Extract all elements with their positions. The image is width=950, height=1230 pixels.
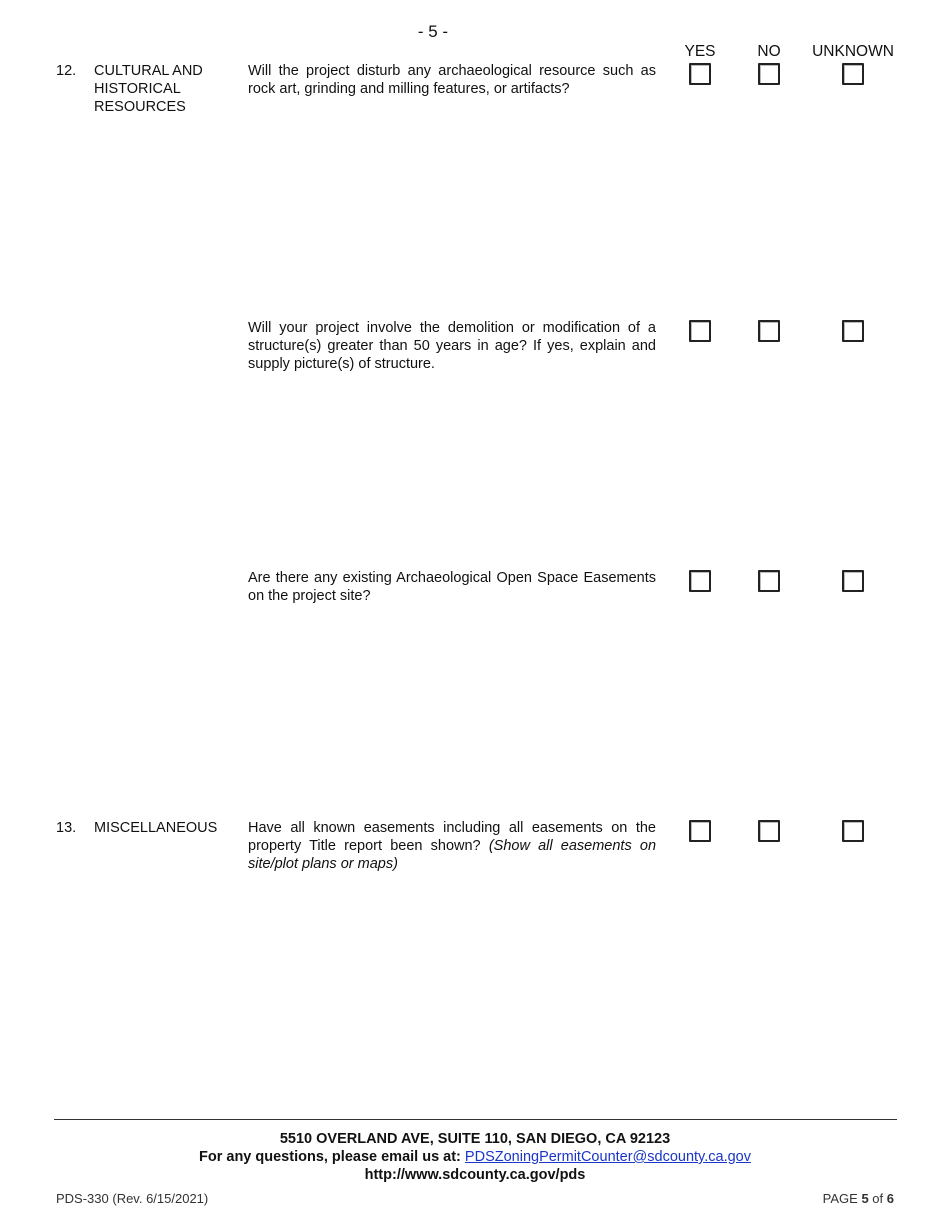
column-header-unknown: UNKNOWN: [812, 43, 894, 60]
page-total: 6: [886, 1191, 894, 1206]
section-title-line: CULTURAL AND: [94, 63, 203, 79]
page-of-word: of: [872, 1191, 884, 1206]
column-header-no: NO: [757, 43, 781, 60]
page-current: 5: [861, 1191, 869, 1206]
footer-email-link[interactable]: PDSZoningPermitCounter@sdcounty.ca.gov: [464, 1149, 751, 1165]
question-text: Have all known easements including all easements on the property Title report been shown?: [248, 820, 656, 854]
checkbox-no-structure-demolition[interactable]: [758, 320, 780, 342]
checkbox-unknown-structure-demolition[interactable]: [842, 320, 864, 342]
page-prefix: PAGE: [822, 1191, 858, 1206]
question-note: (Show all easements on site/plot plans or maps): [248, 838, 657, 872]
checkbox-yes-known-easements[interactable]: [689, 820, 711, 842]
page-number: - 5 -: [417, 22, 449, 41]
question-known-easements: [248, 819, 656, 873]
footer-contact-prefix: For any questions, please email us at:: [199, 1149, 461, 1165]
checkbox-no-known-easements[interactable]: [758, 820, 780, 842]
section-title-miscellaneous: MISCELLANEOUS: [94, 820, 218, 836]
checkbox-unknown-archaeological-resource[interactable]: [842, 63, 864, 85]
section-title-cultural: [94, 62, 234, 116]
footer-address: 5510 OVERLAND AVE, SUITE 110, SAN DIEGO, CA 92123: [279, 1131, 671, 1147]
checkbox-no-open-space-easements[interactable]: [758, 570, 780, 592]
checkbox-unknown-open-space-easements[interactable]: [842, 570, 864, 592]
checkbox-no-archaeological-resource[interactable]: [758, 63, 780, 85]
page-indicator: [823, 1191, 894, 1206]
question-structure-demolition: Will your project involve the demolition or modification of a structure(s) greater than 50 years in age? If yes, explain and supply picture(s) of structure.: [248, 320, 656, 372]
column-header-yes: YES: [684, 43, 716, 60]
question-archaeological-resource: Will the project disturb any archaeological resource such as rock art, grinding and milling features, or artifacts?: [248, 63, 656, 97]
section-title-line: RESOURCES: [94, 99, 186, 115]
footer-contact: [0, 1148, 950, 1166]
footer-website: http://www.sdcounty.ca.gov/pds: [364, 1167, 586, 1183]
checkbox-yes-structure-demolition[interactable]: [689, 320, 711, 342]
section-number-12: 12.: [56, 63, 77, 79]
section-number-13: 13.: [56, 820, 77, 836]
checkbox-yes-open-space-easements[interactable]: [689, 570, 711, 592]
checkbox-unknown-known-easements[interactable]: [842, 820, 864, 842]
footer-divider: [54, 1119, 897, 1120]
form-id: PDS-330 (Rev. 6/15/2021): [56, 1191, 209, 1206]
question-open-space-easements: Are there any existing Archaeological Open Space Easements on the project site?: [248, 570, 656, 604]
checkbox-yes-archaeological-resource[interactable]: [689, 63, 711, 85]
section-title-line: HISTORICAL: [94, 81, 181, 97]
